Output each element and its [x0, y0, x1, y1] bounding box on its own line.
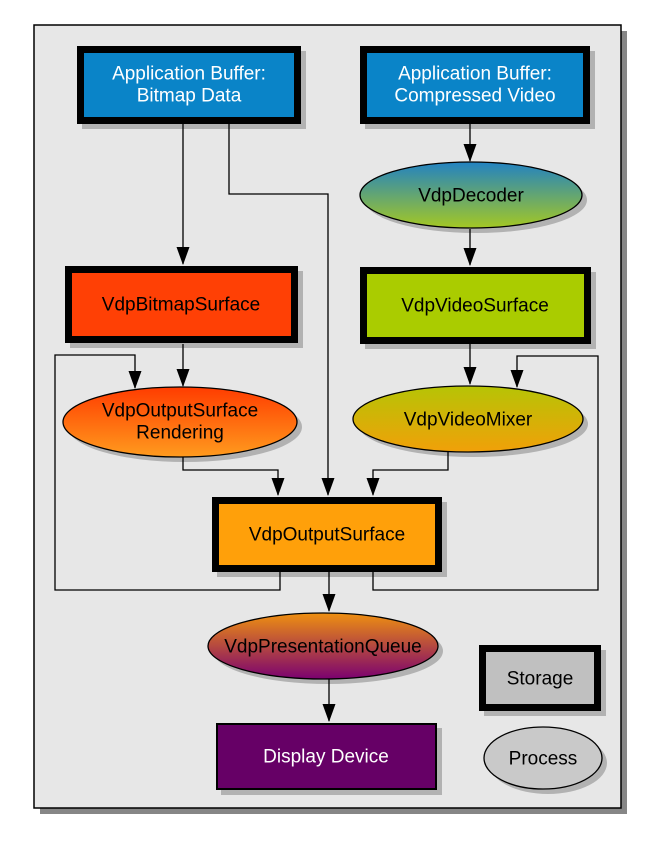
- node-vdp-video-surface: [360, 267, 596, 349]
- node-vdp-output-surface: [212, 497, 447, 577]
- legend-process-label: Process: [508, 748, 578, 770]
- node-vdp-bitmap-surface: [65, 266, 303, 348]
- node-label-line1: Application Buffer:: [112, 63, 266, 85]
- node-label: VdpBitmapSurface: [101, 294, 261, 316]
- node-display-device: [217, 724, 442, 795]
- legend-storage: [479, 645, 606, 716]
- node-label: VdpVideoMixer: [403, 409, 533, 431]
- node-label: VdpPresentationQueue: [224, 636, 422, 658]
- node-label-line1: Application Buffer:: [398, 63, 552, 85]
- node-label-line2: Rendering: [136, 422, 224, 444]
- node-label: Display Device: [263, 746, 389, 768]
- node-label: VdpOutputSurface: [248, 524, 406, 546]
- node-label: VdpDecoder: [418, 185, 524, 207]
- node-label-line1: VdpOutputSurface: [101, 400, 259, 422]
- legend-storage-label: Storage: [506, 668, 574, 690]
- node-label-line2: Bitmap Data: [136, 85, 242, 107]
- node-app-buffer-bitmap: [77, 46, 306, 129]
- node-label-line2: Compressed Video: [394, 85, 556, 107]
- node-label: VdpVideoSurface: [401, 295, 549, 317]
- node-app-buffer-video: [360, 46, 595, 129]
